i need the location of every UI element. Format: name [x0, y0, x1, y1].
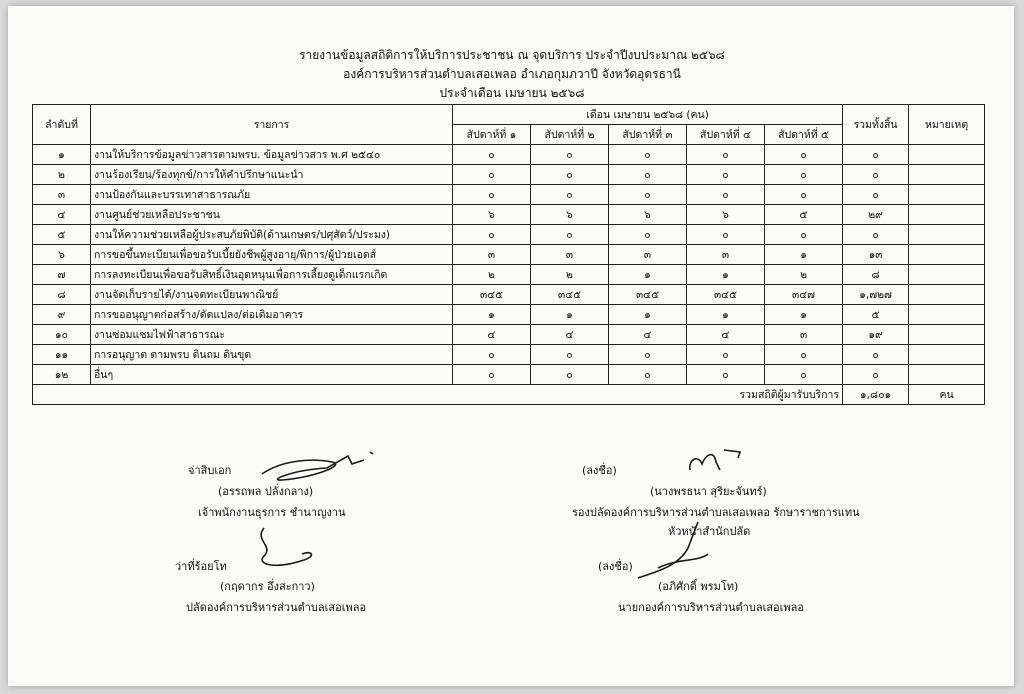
row-week-value: ๔ — [609, 325, 687, 345]
row-week-value: ๔ — [453, 325, 531, 345]
row-total: ๐ — [843, 165, 909, 185]
row-note — [909, 325, 985, 345]
row-week-value: ๑ — [765, 305, 843, 325]
row-item: งานจัดเก็บรายได้/งานจดทะเบียนพาณิชย์ — [91, 285, 453, 305]
summary-label: รวมสถิติผู้มารับบริการ — [33, 385, 843, 405]
row-week-value: ๐ — [765, 225, 843, 245]
row-number: ๓ — [33, 185, 91, 205]
row-week-value: ๐ — [531, 225, 609, 245]
row-note — [909, 145, 985, 165]
row-week-value: ๐ — [531, 185, 609, 205]
row-week-value: ๑ — [687, 305, 765, 325]
row-week-value: ๐ — [609, 225, 687, 245]
row-week-value: ๐ — [609, 145, 687, 165]
row-week-value: ๔ — [687, 325, 765, 345]
row-week-value: ๐ — [531, 145, 609, 165]
row-item: งานร้องเรียน/ร้องทุกข์/การให้คำปรึกษาแนะนำ — [91, 165, 453, 185]
row-week-value: ๐ — [765, 365, 843, 385]
row-number: ๑๐ — [33, 325, 91, 345]
row-week-value: ๐ — [687, 145, 765, 165]
header-month: เดือน เมษายน ๒๕๖๘ (คน) — [453, 105, 843, 125]
signer-name: (กฤดากร อึ่งสะกาว) — [220, 580, 315, 593]
row-number: ๖ — [33, 245, 91, 265]
row-week-value: ๐ — [765, 345, 843, 365]
row-week-value: ๓ — [453, 245, 531, 265]
row-total: ๘ — [843, 265, 909, 285]
row-note — [909, 245, 985, 265]
row-week-value: ๐ — [531, 365, 609, 385]
row-week-value: ๐ — [765, 145, 843, 165]
row-item: การอนุญาต ตามพรบ ดินถม ดินขุด — [91, 345, 453, 365]
report-organization: องค์การบริหารส่วนตำบลเสอเพลอ อำเภอกุมภวาปี จังหวัดอุดรธานี — [343, 67, 681, 81]
row-note — [909, 265, 985, 285]
row-week-value: ๐ — [453, 365, 531, 385]
row-week-value: ๓๔๕ — [609, 285, 687, 305]
row-week-value: ๓๔๕ — [687, 285, 765, 305]
summary-row — [33, 385, 985, 405]
header-week: สัปดาห์ที่ ๕ — [765, 125, 843, 145]
row-week-value: ๓๔๗ — [765, 285, 843, 305]
handwritten-signature — [628, 518, 728, 584]
row-week-value: ๑ — [453, 305, 531, 325]
row-week-value: ๓ — [765, 325, 843, 345]
row-week-value: ๐ — [531, 165, 609, 185]
row-total: ๐ — [843, 225, 909, 245]
row-week-value: ๐ — [609, 165, 687, 185]
statistics-table — [32, 104, 985, 405]
row-week-value: ๑ — [687, 265, 765, 285]
header-week: สัปดาห์ที่ ๑ — [453, 125, 531, 145]
header-note: หมายเหตุ — [909, 105, 985, 145]
row-total: ๕ — [843, 305, 909, 325]
row-week-value: ๐ — [453, 185, 531, 205]
row-item: อื่นๆ — [91, 365, 453, 385]
header-week: สัปดาห์ที่ ๒ — [531, 125, 609, 145]
row-week-value: ๐ — [609, 185, 687, 205]
row-week-value: ๐ — [453, 145, 531, 165]
row-item: งานให้บริการข้อมูลข่าวสารตามพรบ. ข้อมูลข่าวสาร พ.ศ ๒๕๔๐ — [91, 145, 453, 165]
row-week-value: ๓ — [687, 245, 765, 265]
table-row — [33, 145, 985, 165]
table-row — [33, 185, 985, 205]
signer-name: (อภิศักดิ์ พรมโท) — [658, 580, 739, 593]
row-total: ๐ — [843, 345, 909, 365]
signer-position: นายกองค์การบริหารส่วนตำบลเสอเพลอ — [618, 601, 805, 614]
table-row — [33, 265, 985, 285]
row-item: งานให้ความช่วยเหลือผู้ประสบภัยพิบัติ(ด้านเกษตร/ปศุสัตว์/ประมง) — [91, 225, 453, 245]
header-item: รายการ — [91, 105, 453, 145]
row-week-value: ๓๔๕ — [453, 285, 531, 305]
table-header-row — [33, 105, 985, 125]
table-row — [33, 245, 985, 265]
row-note — [909, 285, 985, 305]
row-week-value: ๐ — [453, 345, 531, 365]
header-no: ลำดับที่ — [33, 105, 91, 145]
handwritten-signature — [252, 440, 382, 488]
table-row — [33, 225, 985, 245]
row-total: ๐ — [843, 145, 909, 165]
row-week-value: ๒ — [765, 265, 843, 285]
row-week-value: ๑ — [531, 305, 609, 325]
table-row — [33, 205, 985, 225]
row-week-value: ๐ — [609, 345, 687, 365]
row-week-value: ๖ — [453, 205, 531, 225]
row-item: การขอขึ้นทะเบียนเพื่อขอรับเบี้ยยังชีพผู้สูงอายุ/พิการ/ผู้ป่วยเอดส์ — [91, 245, 453, 265]
table-row — [33, 325, 985, 345]
row-week-value: ๐ — [765, 185, 843, 205]
signer-position: รองปลัดองค์การบริหารส่วนตำบลเสอเพลอ รักษาราชการแทน — [572, 506, 860, 519]
signer-rank: จ่าสิบเอก — [188, 464, 232, 477]
signer-position: เจ้าพนักงานธุรการ ชำนาญงาน — [198, 506, 346, 519]
handwritten-signature — [680, 440, 760, 478]
row-item: การขออนุญาตก่อสร้าง/ดัดแปลง/ต่อเติมอาคาร — [91, 305, 453, 325]
handwritten-signature — [244, 520, 334, 580]
row-week-value: ๐ — [531, 345, 609, 365]
row-number: ๑ — [33, 145, 91, 165]
table-row — [33, 305, 985, 325]
row-total: ๑๓ — [843, 245, 909, 265]
row-item: งานป้องกันและบรรเทาสาธารณภัย — [91, 185, 453, 205]
header-week: สัปดาห์ที่ ๔ — [687, 125, 765, 145]
row-total: ๒๙ — [843, 205, 909, 225]
signer-rank: ว่าที่ร้อยโท — [175, 560, 227, 573]
signer-position: ปลัดองค์การบริหารส่วนตำบลเสอเพลอ — [186, 601, 367, 614]
row-note — [909, 165, 985, 185]
row-number: ๑๒ — [33, 365, 91, 385]
row-week-value: ๖ — [687, 205, 765, 225]
row-note — [909, 205, 985, 225]
row-week-value: ๓ — [609, 245, 687, 265]
row-note — [909, 185, 985, 205]
row-week-value: ๓ — [531, 245, 609, 265]
table-row — [33, 365, 985, 385]
summary-unit: คน — [909, 385, 985, 405]
row-week-value: ๐ — [609, 365, 687, 385]
table-row — [33, 345, 985, 365]
row-week-value: ๑ — [609, 305, 687, 325]
row-number: ๕ — [33, 225, 91, 245]
row-week-value: ๑ — [765, 245, 843, 265]
signer-name: (นางพรธนา สุริยะจันทร์) — [650, 485, 767, 498]
row-total: ๐ — [843, 185, 909, 205]
row-week-value: ๖ — [531, 205, 609, 225]
row-week-value: ๒ — [531, 265, 609, 285]
row-total: ๑๙ — [843, 325, 909, 345]
row-number: ๒ — [33, 165, 91, 185]
row-number: ๙ — [33, 305, 91, 325]
row-week-value: ๕ — [765, 205, 843, 225]
summary-total: ๑,๘๐๑ — [843, 385, 909, 405]
sign-label: (ลงชื่อ) — [598, 560, 633, 573]
row-week-value: ๐ — [765, 165, 843, 185]
row-number: ๔ — [33, 205, 91, 225]
row-week-value: ๐ — [687, 225, 765, 245]
row-week-value: ๒ — [453, 265, 531, 285]
report-title: รายงานข้อมูลสถิติการให้บริการประชาชน ณ จุดบริการ ประจำปีงบประมาณ ๒๕๖๘ — [299, 48, 725, 62]
row-note — [909, 365, 985, 385]
row-week-value: ๐ — [453, 225, 531, 245]
signer-position-2: หัวหน้าสำนักปลัด — [668, 525, 751, 538]
row-week-value: ๑ — [609, 265, 687, 285]
row-total: ๐ — [843, 365, 909, 385]
report-month: ประจำเดือน เมษายน ๒๕๖๘ — [439, 86, 585, 100]
row-note — [909, 345, 985, 365]
row-week-value: ๖ — [609, 205, 687, 225]
table-row — [33, 165, 985, 185]
row-item: การลงทะเบียนเพื่อขอรับสิทธิ์เงินอุดหนุนเพื่อการเลี้ยงดูเด็กแรกเกิด — [91, 265, 453, 285]
signer-name: (อรรถพล ปลั่งกลาง) — [218, 485, 314, 498]
row-week-value: ๔ — [531, 325, 609, 345]
row-note — [909, 305, 985, 325]
row-number: ๑๑ — [33, 345, 91, 365]
row-week-value: ๓๔๕ — [531, 285, 609, 305]
row-item: งานซ่อมแซมไฟฟ้าสาธารณะ — [91, 325, 453, 345]
row-week-value: ๐ — [687, 365, 765, 385]
row-total: ๑,๗๒๗ — [843, 285, 909, 305]
row-number: ๘ — [33, 285, 91, 305]
row-week-value: ๐ — [453, 165, 531, 185]
row-week-value: ๐ — [687, 185, 765, 205]
header-total: รวมทั้งสิ้น — [843, 105, 909, 145]
row-week-value: ๐ — [687, 345, 765, 365]
table-row — [33, 285, 985, 305]
row-note — [909, 225, 985, 245]
row-item: งานศูนย์ช่วยเหลือประชาชน — [91, 205, 453, 225]
row-number: ๗ — [33, 265, 91, 285]
sign-label: (ลงชื่อ) — [582, 464, 617, 477]
row-week-value: ๐ — [687, 165, 765, 185]
header-week: สัปดาห์ที่ ๓ — [609, 125, 687, 145]
